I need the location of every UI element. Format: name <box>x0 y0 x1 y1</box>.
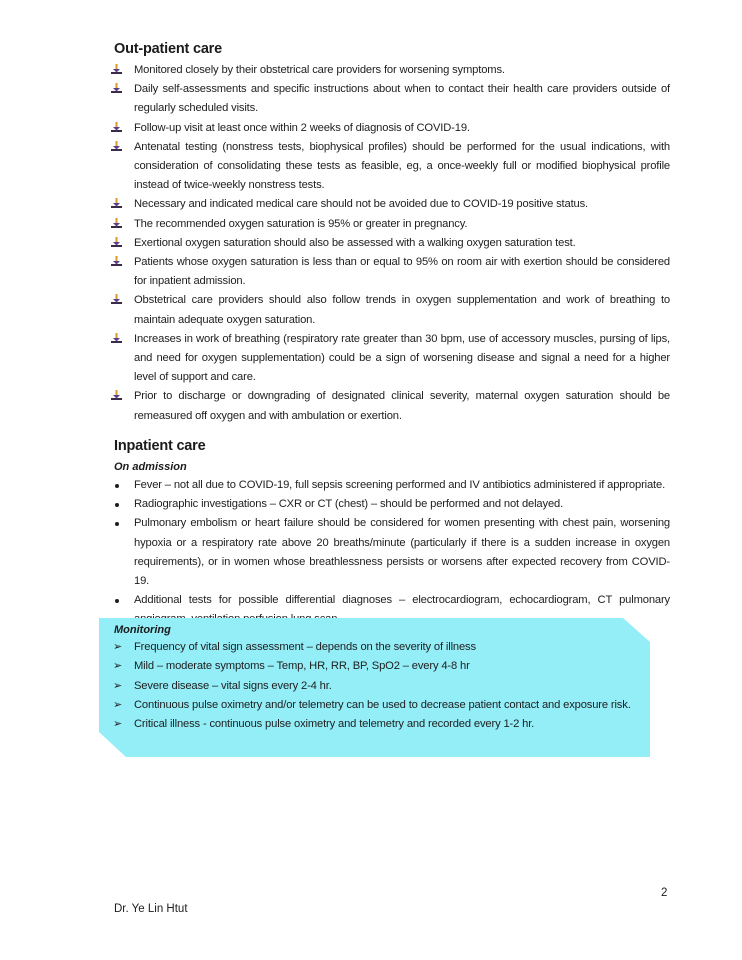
list-item-text: Pulmonary embolism or heart failure should be considered for women presenting with chest pain, worsening hypoxia or a respiratory rate above 20 breaths/minute (particularly if there is a sudden increase in oxygen requirements), or in women whose breathlessness persists or worsens after expected recovery from COVID-19. <box>134 517 670 588</box>
list-item <box>110 330 670 388</box>
page-number: 2 <box>661 887 668 899</box>
dot-bullet-icon <box>115 599 119 603</box>
list-item-text: Severe disease – vital signs every 2-4 hr. <box>134 679 332 692</box>
monitoring-list <box>110 638 670 734</box>
list-item <box>110 638 670 657</box>
list-item-text: Monitored closely by their obstetrical care providers for worsening symptoms. <box>134 64 505 76</box>
list-item <box>110 80 670 118</box>
list-item-text: Increases in work of breathing (respiratory rate greater than 30 bpm, use of accessory muscles, pursing of lips, and need for oxygen supplementation) could be a sign of worsening disease and signal a need for a higher level of support and care. <box>134 332 670 384</box>
list-item-text: Necessary and indicated medical care should not be avoided due to COVID-19 positive status. <box>134 198 589 211</box>
arrow-down-bar-icon <box>111 64 122 75</box>
list-item-text: Critical illness - continuous pulse oximetry and telemetry and recorded every 1-2 hr. <box>134 718 535 731</box>
list-item <box>110 195 670 214</box>
inpatient-heading: Inpatient care <box>114 438 206 454</box>
list-item <box>110 234 670 253</box>
list-item-text: Frequency of vital sign assessment – depends on the severity of illness <box>134 641 476 653</box>
list-item-text: Obstetrical care providers should also follow trends in oxygen supplementation and work of breathing to maintain adequate oxygen saturation. <box>134 294 670 326</box>
monitoring-subheading: Monitoring <box>114 624 171 636</box>
dot-bullet-icon <box>115 484 119 488</box>
arrow-down-bar-icon <box>111 294 122 305</box>
arrow-down-bar-icon <box>111 333 122 344</box>
footer-author: Dr. Ye Lin Htut <box>114 903 188 915</box>
list-item <box>110 387 670 425</box>
list-item <box>110 476 670 495</box>
list-item-text: Exertional oxygen saturation should also be assessed with a walking oxygen saturation test. <box>134 236 576 249</box>
list-item-text: Patients whose oxygen saturation is less than or equal to 95% on room air with exertion should be considered for inpatient admission. <box>134 256 670 288</box>
list-item-text: Additional tests for possible differential diagnoses – electrocardiogram, echocardiogram, CT pulmonary <box>134 594 670 607</box>
list-item-text: Continuous pulse oximetry and/or telemetry can be used to decrease patient contact and exposure risk. <box>134 698 631 711</box>
dot-bullet-icon <box>115 522 119 526</box>
on-admission-list <box>110 476 670 630</box>
arrow-down-bar-icon <box>111 218 122 229</box>
arrow-down-bar-icon <box>111 83 122 94</box>
list-item-text: Daily self-assessments and specific instructions about when to contact their health care providers outside of regularly scheduled visits. <box>134 83 670 115</box>
list-item <box>110 138 670 196</box>
list-item-text: Mild – moderate symptoms – Temp, HR, RR, BP, SpO2 – every 4-8 hr <box>134 660 470 673</box>
list-item-text: Radiographic investigations – CXR or CT (chest) – should be performed and not delayed. <box>134 498 564 511</box>
arrowhead-bullet-icon: ➢ <box>113 660 123 673</box>
list-item <box>110 119 670 138</box>
list-item <box>110 495 670 514</box>
list-item <box>110 657 670 676</box>
arrow-down-bar-icon <box>111 122 122 133</box>
arrowhead-bullet-icon: ➢ <box>113 641 123 653</box>
list-item-text: Antenatal testing (nonstress tests, biophysical profiles) should be performed for the usual indications, with consideration of consolidating these tests as feasible, eg, a once-weekly full or modified biophysical profile instead of twice-weekly nonstress tests. <box>134 140 670 192</box>
list-item-text: The recommended oxygen saturation is 95% or greater in pregnancy. <box>134 217 468 230</box>
list-item <box>110 696 670 715</box>
outpatient-list <box>110 61 670 426</box>
arrow-down-bar-icon <box>111 198 122 209</box>
list-item <box>110 514 670 591</box>
arrowhead-bullet-icon: ➢ <box>113 718 123 731</box>
arrow-down-bar-icon <box>111 390 122 401</box>
list-item-text: Follow-up visit at least once within 2 weeks of diagnosis of COVID-19. <box>134 121 470 134</box>
arrowhead-bullet-icon: ➢ <box>113 698 123 711</box>
arrow-down-bar-icon <box>111 237 122 248</box>
list-item-text: Fever – not all due to COVID-19, full sepsis screening performed and IV antibiotics administered if appropriate. <box>134 479 666 491</box>
arrow-down-bar-icon <box>111 141 122 152</box>
list-item <box>110 215 670 234</box>
on-admission-subheading: On admission <box>114 461 187 473</box>
dot-bullet-icon <box>115 503 119 507</box>
arrow-down-bar-icon <box>111 256 122 267</box>
list-item-text: Prior to discharge or downgrading of designated clinical severity, maternal oxygen saturation should be remeasured off oxygen and with ambulation or exertion. <box>134 390 670 422</box>
list-item <box>110 253 670 291</box>
outpatient-heading: Out-patient care <box>114 41 222 57</box>
list-item <box>110 291 670 329</box>
list-item <box>110 61 670 80</box>
list-item <box>110 677 670 696</box>
list-item <box>110 715 670 734</box>
arrowhead-bullet-icon: ➢ <box>113 679 123 692</box>
